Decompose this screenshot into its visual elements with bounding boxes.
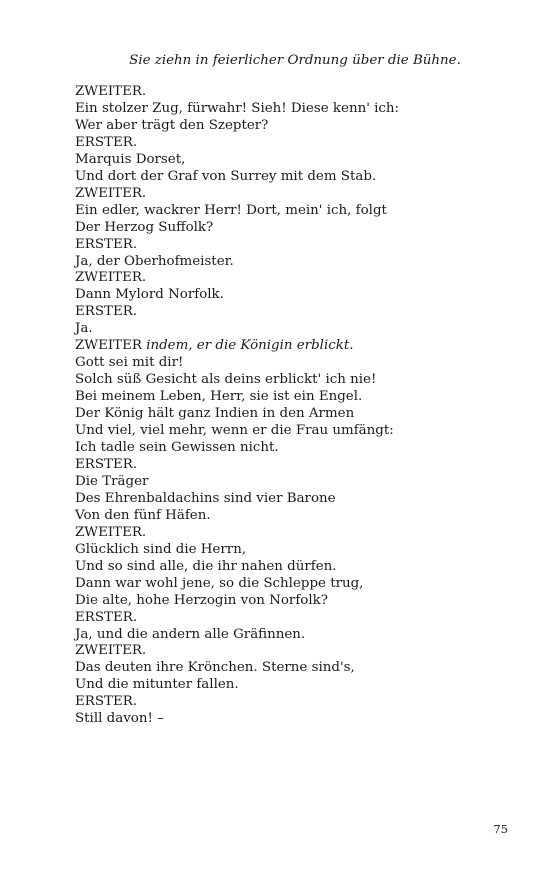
line-text: ZWEITER. <box>75 643 147 659</box>
line-text: Ich tadle sein Gewissen nicht. <box>75 440 279 456</box>
line-text: Und viel, viel mehr, wenn er die Frau umfängt: <box>75 423 394 439</box>
line-text: Wer aber trägt den Szepter? <box>75 117 269 133</box>
line-text: ERSTER. <box>75 456 138 472</box>
text-line <box>75 457 515 474</box>
line-text: Marquis Dorset, <box>75 151 186 167</box>
text-line <box>75 355 515 372</box>
line-text: Der König hält ganz Indien in den Armen <box>75 406 355 422</box>
line-text: ZWEITER <box>75 338 147 354</box>
text-line <box>75 508 515 525</box>
text-line <box>75 338 515 355</box>
line-text: Und so sind alle, die ihr nahen dürfen. <box>75 558 337 574</box>
line-text: Solch süß Gesicht als deins erblickt' ich nie! <box>75 372 377 388</box>
text-line <box>75 711 515 728</box>
text-line <box>75 406 515 423</box>
page-number: 75 <box>493 822 508 836</box>
text-line <box>75 270 515 287</box>
text-line <box>75 304 515 321</box>
text-line <box>75 101 515 118</box>
text-line <box>75 118 515 135</box>
text-line <box>75 423 515 440</box>
stage-direction: Sie ziehn in feierlicher Ordnung über die Bühne. <box>129 53 461 68</box>
line-text: ERSTER. <box>75 236 138 252</box>
text-line <box>75 84 515 101</box>
line-text: Von den fünf Häfen. <box>75 507 211 523</box>
text-line <box>75 254 515 271</box>
text-line <box>75 576 515 593</box>
inline-stage-direction: indem, er die Königin erblickt. <box>146 338 354 354</box>
line-text: ZWEITER. <box>75 270 147 286</box>
text-line <box>75 694 515 711</box>
text-line <box>75 542 515 559</box>
text-line <box>75 491 515 508</box>
line-text: ERSTER. <box>75 304 138 320</box>
text-line <box>75 643 515 660</box>
line-text: Der Herzog Suffolk? <box>75 219 214 235</box>
line-text: Ein edler, wackrer Herr! Dort, mein' ich, folgt <box>75 202 387 218</box>
text-line <box>75 525 515 542</box>
line-text: Des Ehrenbaldachins sind vier Barone <box>75 490 336 506</box>
dialogue-text <box>75 84 515 728</box>
text-line <box>75 440 515 457</box>
line-text: Bei meinem Leben, Herr, sie ist ein Engel. <box>75 389 363 405</box>
text-line <box>75 610 515 627</box>
text-line <box>75 237 515 254</box>
line-text: Die alte, hohe Herzogin von Norfolk? <box>75 592 328 608</box>
text-line <box>75 660 515 677</box>
text-line <box>75 627 515 644</box>
text-line <box>75 389 515 406</box>
text-line <box>75 677 515 694</box>
line-text: Und die mitunter fallen. <box>75 677 239 693</box>
line-text: Dann Mylord Norfolk. <box>75 287 224 303</box>
text-line <box>75 321 515 338</box>
line-text: ZWEITER. <box>75 524 147 540</box>
line-text: Ja, und die andern alle Gräfinnen. <box>75 626 306 642</box>
text-line <box>75 220 515 237</box>
line-text: Die Träger <box>75 473 149 489</box>
line-text: ERSTER. <box>75 609 138 625</box>
text-line <box>75 287 515 304</box>
text-line <box>75 203 515 220</box>
line-text: ZWEITER. <box>75 185 147 201</box>
text-line <box>75 593 515 610</box>
line-text: Und dort der Graf von Surrey mit dem Stab. <box>75 168 377 184</box>
text-line <box>75 169 515 186</box>
text-line <box>75 135 515 152</box>
text-line <box>75 474 515 491</box>
line-text: Still davon! – <box>75 711 164 727</box>
line-text: ERSTER. <box>75 694 138 710</box>
text-line <box>75 372 515 389</box>
line-text: Ein stolzer Zug, fürwahr! Sieh! Diese kenn' ich: <box>75 100 400 116</box>
text-line <box>75 186 515 203</box>
line-text: Glücklich sind die Herrn, <box>75 541 247 557</box>
line-text: ERSTER. <box>75 134 138 150</box>
line-text: Das deuten ihre Krönchen. Sterne sind's, <box>75 660 355 676</box>
text-line <box>75 559 515 576</box>
line-text: Ja, der Oberhofmeister. <box>75 253 234 269</box>
line-text: Dann war wohl jene, so die Schleppe trug, <box>75 575 364 591</box>
line-text: Ja. <box>75 321 93 337</box>
line-text: Gott sei mit dir! <box>75 355 184 371</box>
text-line <box>75 152 515 169</box>
line-text: ZWEITER. <box>75 84 147 99</box>
